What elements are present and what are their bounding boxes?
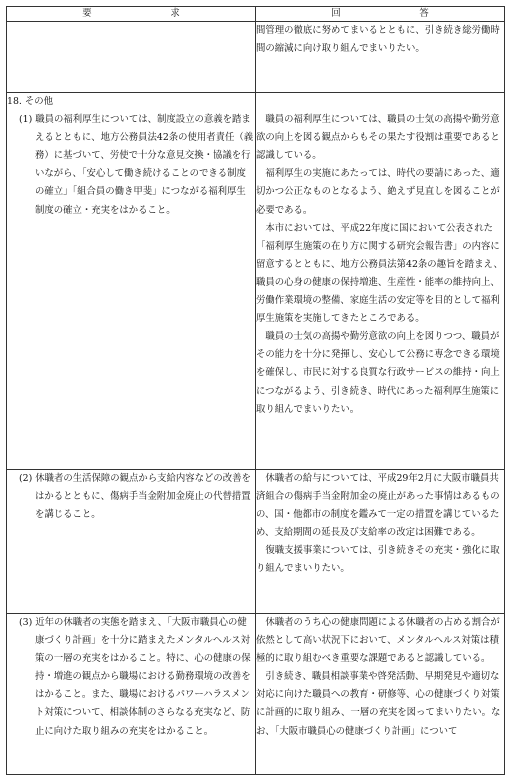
table-row [7, 614, 505, 775]
table-row [7, 22, 505, 93]
spacer [256, 93, 504, 111]
request-response-table [6, 6, 505, 775]
header-request: 要 求 [7, 7, 256, 22]
response-paragraph: 職員の士気の高揚や勤労意欲の向上を図りつつ、職員がその能力を十分に発揮し、安心して公務に専念できる環境を確保し、市民に対する良質な行政サービスの維持・向上につながるよう、引き続き、時代にあった福利厚生施策に取り組んでまいりたい。 [256, 331, 500, 415]
header-response: 回 答 [256, 7, 505, 22]
section-title: 18. その他 [7, 96, 54, 107]
request-item: (3) 近年の休職者の実態を踏まえ、「大阪市職員心の健康づくり計画」を十分に踏まえたメンタルヘルス対策の一層の充実をはかること。特に、心の健康の保持・増進の観点から職場における勤務環境の改善をはかること。また、職場におけるパワーハラスメント対策について、相談体制のさらなる充実など、防止に向けた取り組みの充実をはかること。 [19, 617, 251, 737]
response-cell [256, 614, 505, 775]
table-row [7, 470, 505, 614]
response-paragraph: 福利厚生の実施にあたっては、時代の要請にあった、適切かつ公正なものとなるよう、絶えず見直しを図ることが必要である。 [256, 168, 500, 216]
response-paragraph: 休職者の給与については、平成29年2月に大阪市職員共済組合の傷病手当金附加金の廃止があった事情はあるものの、国・他都市の制度を鑑みて一定の措置を講じているため、支給期間の延長及び支給率の改定は困難である。 [256, 473, 500, 539]
response-cell [256, 22, 505, 93]
response-cell [256, 470, 505, 614]
request-item: (2) 休職者の生活保障の観点から支給内容などの改善をはかるとともに、傷病手当金附加金廃止の代替措置を講じること。 [19, 473, 251, 521]
response-paragraph: 本市においては、平成22年度に国において公表された「福利厚生施策の在り方に関する研究会報告書」の内容に留意するとともに、地方公務員法第42条の趣旨を踏まえ、職員の心身の健康の保持増進、生産性・能率の維持向上、労働作業環境の整備、家庭生活の安定等を目的として福利厚生施策を実施してきたところである。 [256, 222, 503, 325]
table-row [7, 93, 505, 470]
request-cell [7, 93, 256, 470]
request-cell [7, 614, 256, 775]
request-cell [7, 22, 256, 93]
response-paragraph: 引き続き、職員相談事業や啓発活動、早期発見や適切な対応に向けた職員への教育・研修等、心の健康づくり対策に計画的に取り組み、一層の充実を図ってまいりたい。なお、「大阪市職員心の健康づくり計画」について [256, 671, 501, 737]
request-item: (1) 職員の福利厚生については、制度設立の意義を踏まえるとともに、地方公務員法42条の使用者責任（義務）に基づいて、労使で十分な意見交換・協議を行いながら、「安心して働き続けることのできる制度の確立」「組合員の働き甲斐」につながる福利厚生制度の確立・充実をはかること。 [19, 114, 254, 216]
response-cell [256, 93, 505, 470]
response-paragraph: 間管理の徹底に努めてまいるとともに、引き続き総労働時間の縮減に向け取り組んでまいりたい。 [256, 25, 500, 55]
response-paragraph: 復職支援事業については、引き続きその充実・強化に取り組んでまいりたい。 [256, 545, 500, 575]
response-paragraph: 休職者のうち心の健康問題による休職者の占める割合が依然として高い状況下において、メンタルヘルス対策は積極的に取り組むべき重要な課題であると認識している。 [256, 617, 500, 665]
request-cell [7, 470, 256, 614]
response-paragraph: 職員の福利厚生については、職員の士気の高揚や勤労意欲の向上を図る観点からもその果たす役割は重要であると認識している。 [256, 114, 500, 162]
